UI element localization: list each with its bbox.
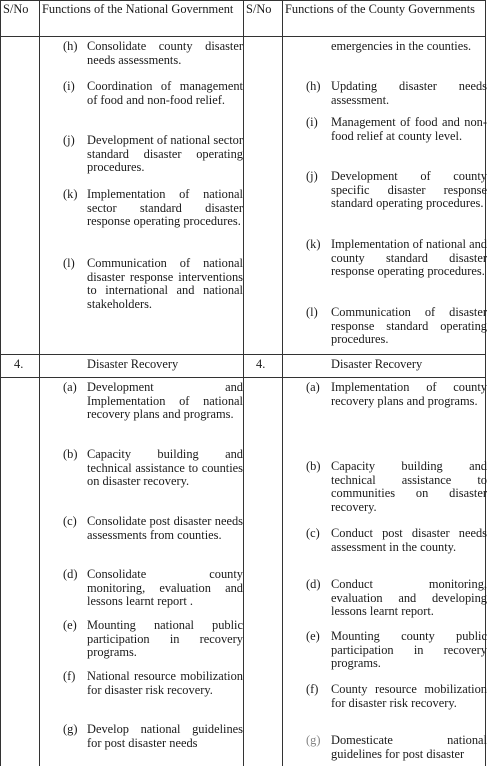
list-item-number: (a)	[306, 380, 320, 394]
list-item-number: (h)	[306, 79, 321, 93]
list-item-number: (f)	[63, 669, 76, 683]
column-divider	[39, 0, 40, 766]
header-functions-national: Functions of the National Government	[42, 2, 234, 16]
list-item: Communication of national disaster response interventions to international and national stakeholders.	[87, 256, 243, 311]
list-item-number: (l)	[63, 256, 75, 270]
list-item-number: (e)	[306, 629, 320, 643]
section-title: Disaster Recovery	[87, 357, 179, 371]
list-item: Consolidate post disaster needs assessments from counties.	[87, 514, 243, 542]
list-item-number: (d)	[63, 567, 78, 581]
list-item: Mounting national public participation in recovery programs.	[87, 618, 243, 660]
list-item-number: (h)	[63, 39, 78, 53]
header-sno-national: S/No	[3, 2, 29, 16]
list-item: National resource mobilization for disaster risk recovery.	[87, 669, 243, 697]
list-item: Development of county specific disaster response standard operating procedures.	[331, 169, 487, 211]
list-item-number: (l)	[306, 305, 318, 319]
header-sno-county: S/No	[246, 2, 272, 16]
section-number: 4.	[14, 357, 24, 371]
list-item: Conduct monitoring, evaluation and developing lessons learnt report.	[331, 577, 487, 619]
list-item-number: (i)	[63, 79, 75, 93]
table-border-top	[0, 0, 486, 1]
list-item: Management of food and non-food relief at county level.	[331, 115, 487, 143]
list-item-number: (f)	[306, 682, 319, 696]
list-item: Develop national guidelines for post disaster needs	[87, 722, 243, 750]
list-item: Mounting county public participation in recovery programs.	[331, 629, 487, 671]
list-item-number: (e)	[63, 618, 77, 632]
list-item-number: (j)	[306, 169, 318, 183]
list-item: Implementation of national and county standard disaster response operating procedures.	[331, 237, 487, 279]
list-item-number: (k)	[306, 237, 321, 251]
list-item-number: (d)	[306, 577, 321, 591]
column-divider	[282, 0, 283, 766]
section-title: Disaster Recovery	[331, 357, 423, 371]
list-item: Implementation of county recovery plans and programs.	[331, 380, 487, 408]
list-item-number: (i)	[306, 115, 318, 129]
list-item-number: (a)	[63, 380, 77, 394]
list-item: Development of national sector standard disaster operating procedures.	[87, 133, 243, 175]
list-item: Capacity building and technical assistance to communities on disaster recovery.	[331, 459, 487, 514]
list-item-number: (c)	[63, 514, 77, 528]
list-item: Conduct post disaster needs assessment in the county.	[331, 526, 487, 554]
header-divider	[0, 36, 486, 37]
list-item-number: (c)	[306, 526, 320, 540]
list-item: Updating disaster needs assessment.	[331, 79, 487, 107]
list-item: Communication of disaster response standard operating procedures.	[331, 305, 487, 347]
list-item-number: (k)	[63, 187, 78, 201]
list-item-number: (g)	[63, 722, 78, 736]
list-item: County resource mobilization for disaster risk recovery.	[331, 682, 487, 710]
row-divider	[0, 377, 486, 378]
list-item: Domesticate national guidelines for post disaster	[331, 733, 487, 761]
list-item: Coordination of management of food and non-food relief.	[87, 79, 243, 107]
row-divider	[0, 354, 486, 355]
list-item: Capacity building and technical assistance to counties on disaster recovery.	[87, 447, 243, 489]
header-functions-county: Functions of the County Governments	[285, 2, 475, 16]
list-item-continuation: emergencies in the counties.	[331, 39, 472, 53]
list-item-number: (b)	[63, 447, 78, 461]
column-divider	[243, 0, 244, 766]
list-item: Development and Implementation of national recovery plans and programs.	[87, 380, 243, 422]
list-item: Consolidate county monitoring, evaluation and lessons learnt report .	[87, 567, 243, 609]
section-number: 4.	[256, 357, 266, 371]
list-item: Consolidate county disaster needs assessments.	[87, 39, 243, 67]
list-item-number: (b)	[306, 459, 321, 473]
table-border-left	[0, 0, 1, 766]
list-item-number: (j)	[63, 133, 75, 147]
list-item-number: (g)	[306, 733, 321, 747]
list-item: Implementation of national sector standard disaster response operating procedures.	[87, 187, 243, 229]
